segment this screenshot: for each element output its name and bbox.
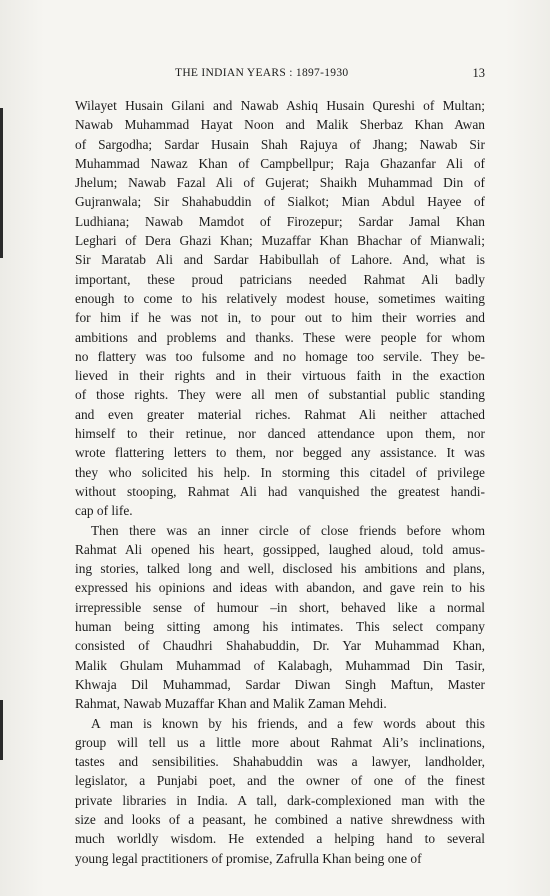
- text-line: Wilayet Husain Gilani and Nawab Ashiq Husain Qureshi of Multan;: [75, 98, 485, 113]
- text-line: they who solicited his help. In storming this citadel of privilege: [75, 464, 485, 480]
- text-line: Khwaja Dil Muhammad, Sardar Diwan Singh Maftun, Master: [75, 676, 485, 692]
- text-line: of those rights. They were all men of substantial public standing: [75, 387, 485, 403]
- text-line: Muhammad Nawaz Khan of Campbellpur; Raja Ghazanfar Ali of: [75, 155, 485, 171]
- text-line: himself to their retinue, nor danced attendance upon them, nor: [75, 426, 485, 442]
- text-line: Rahmat Ali opened his heart, gossipped, laughed aloud, told amus-: [75, 541, 485, 557]
- text-line: Malik Ghulam Muhammad of Kalabagh, Muhammad Din Tasir,: [75, 657, 485, 673]
- paragraph: [75, 521, 485, 714]
- text-line: important, these proud patricians needed Rahmat Ali badly: [75, 271, 485, 287]
- text-line: no flattery was too fulsome and no homage too servile. They be-: [75, 348, 485, 364]
- text-line: legislator, a Punjabi poet, and the owner of one of the finest: [75, 773, 485, 789]
- text-line: for him if he was not in, to pour out to him their worries and: [75, 310, 485, 326]
- text-line: cap of life.: [75, 503, 133, 519]
- page-number: 13: [472, 66, 485, 80]
- text-line: Leghari of Dera Ghazi Khan; Muzaffar Khan Bhachar of Mianwali;: [75, 233, 485, 249]
- text-line: lieved in their rights and in their virtuous faith in the exaction: [75, 368, 485, 384]
- text-line: wrote flattering letters to them, nor begged any assistance. It was: [75, 445, 485, 461]
- text-line: enough to come to his relatively modest house, sometimes waiting: [75, 290, 485, 306]
- text-line: expressed his opinions and ideas with abandon, and gave rein to his: [75, 580, 485, 596]
- body-text: [75, 96, 485, 868]
- text-line: without stooping, Rahmat Ali had vanquished the greatest handi-: [75, 483, 485, 499]
- text-line: A man is known by his friends, and a few words about this: [91, 715, 485, 731]
- paragraph: [75, 714, 485, 868]
- text-line: size and looks of a peasant, he combined a native shrewdness with: [75, 811, 485, 827]
- text-line: Gujranwala; Sir Shahabuddin of Sialkot; Mian Abdul Hayee of: [75, 194, 485, 210]
- text-line: consisted of Chaudhri Shahabuddin, Dr. Yar Muhammad Khan,: [75, 638, 485, 654]
- text-line: private libraries in India. A tall, dark-complexioned man with the: [75, 792, 485, 808]
- text-line: tastes and sensibilities. Shahabuddin was a lawyer, landholder,: [75, 754, 485, 770]
- text-line: Rahmat, Nawab Muzaffar Khan and Malik Zaman Mehdi.: [75, 696, 387, 712]
- text-line: Jhelum; Nawab Fazal Ali of Gujerat; Shaikh Muhammad Din of: [75, 175, 485, 191]
- text-line: ambitions and problems and thanks. These were people for whom: [75, 329, 485, 345]
- page-header: [75, 67, 485, 85]
- text-line: Nawab Muhammad Hayat Noon and Malik Sherbaz Khan Awan: [75, 117, 485, 133]
- text-line: young legal practitioners of promise, Zafrulla Khan being one of: [75, 850, 422, 866]
- text-line: irrepressible sense of humour –in short, behaved like a normal: [75, 599, 485, 615]
- running-head: THE INDIAN YEARS : 1897-1930: [175, 67, 349, 79]
- left-margin-scan-mark: [0, 108, 3, 258]
- text-line: Sir Maratab Ali and Sardar Habibullah of Lahore. And, what is: [75, 252, 485, 268]
- text-line: much worldly wisdom. He extended a helping hand to several: [75, 831, 485, 847]
- text-line: of Sargodha; Sardar Husain Shah Rajuya of Jhang; Nawab Sir: [75, 136, 485, 152]
- text-line: group will tell us a little more about Rahmat Ali’s inclinations,: [75, 734, 485, 750]
- paragraph: [75, 96, 485, 521]
- left-margin-scan-mark-lower: [0, 700, 3, 760]
- text-line: Ludhiana; Nawab Mamdot of Firozepur; Sardar Jamal Khan: [75, 213, 485, 229]
- text-line: Then there was an inner circle of close friends before whom: [91, 522, 485, 538]
- text-line: ing stories, talked long and well, disclosed his ambitions and plans,: [75, 561, 485, 577]
- text-line: human being sitting among his intimates. This select company: [75, 619, 485, 635]
- text-line: and even greater material riches. Rahmat Ali neither attached: [75, 406, 485, 422]
